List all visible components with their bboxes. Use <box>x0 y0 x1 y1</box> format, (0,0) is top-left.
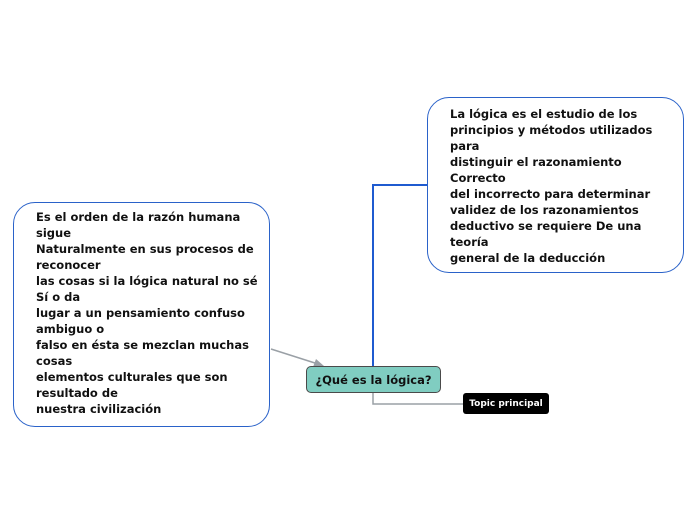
right-note-bubble[interactable] <box>427 97 684 273</box>
note-line: elementos culturales que son <box>36 370 228 384</box>
note-line: general de la deducción <box>450 251 606 265</box>
note-line: cosas <box>36 354 73 368</box>
note-line: Sí o da <box>36 290 81 304</box>
note-line: lugar a un pensamiento confuso <box>36 306 245 320</box>
note-line: principios y métodos utilizados <box>450 123 653 137</box>
note-line: deductivo se requiere De una <box>450 219 642 233</box>
left-note-bubble[interactable] <box>13 202 270 427</box>
central-topic-label: ¿Qué es la lógica? <box>315 372 432 387</box>
note-line: Naturalmente en sus procesos de <box>36 242 254 256</box>
note-line: nuestra civilización <box>36 402 162 416</box>
note-line: reconocer <box>36 258 101 272</box>
note-line: teoría <box>450 235 489 249</box>
note-line: las cosas si la lógica natural no sé <box>36 274 258 288</box>
note-line: para <box>450 139 480 153</box>
note-line: sigue <box>36 226 72 240</box>
note-line: falso en ésta se mezclan muchas <box>36 338 249 352</box>
connector-to-subtopic <box>373 393 463 404</box>
note-line: distinguir el razonamiento <box>450 155 622 169</box>
subtopic-node[interactable] <box>463 393 549 414</box>
note-line: La lógica es el estudio de los <box>450 107 638 121</box>
note-line: del incorrecto para determinar <box>450 187 651 201</box>
note-line: validez de los razonamientos <box>450 203 639 217</box>
note-line: Correcto <box>450 171 506 185</box>
central-topic[interactable] <box>306 366 441 393</box>
note-line: Es el orden de la razón humana <box>36 210 241 224</box>
note-line: ambiguo o <box>36 322 105 336</box>
connector-to-right-note <box>373 185 427 366</box>
note-line: resultado de <box>36 386 118 400</box>
subtopic-label: Topic principal <box>469 398 543 409</box>
connector-from-left-note <box>271 349 318 364</box>
